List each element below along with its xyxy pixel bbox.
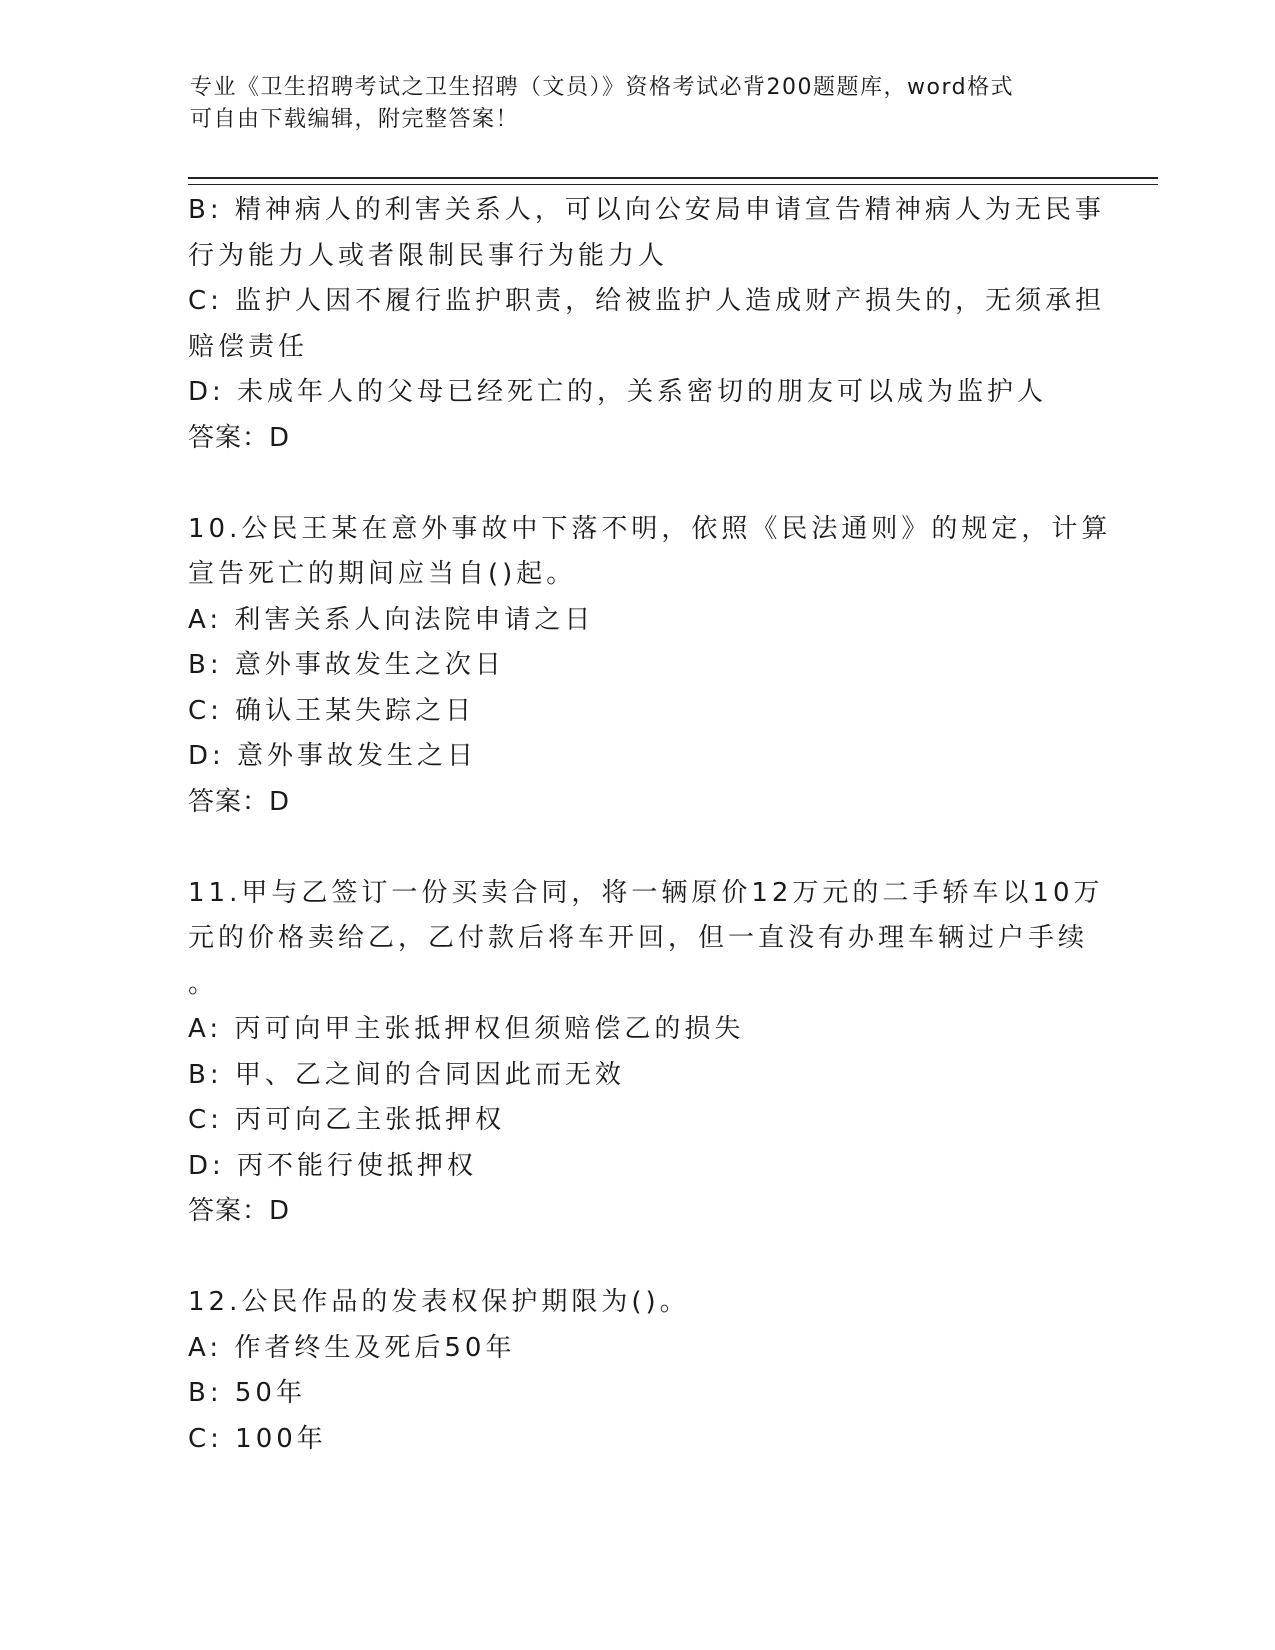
header-line-2: 可自由下载编辑，附完整答案！ bbox=[190, 107, 520, 132]
option-c: C: 100年 bbox=[188, 1423, 327, 1454]
option-b: B: 甲、乙之间的合同因此而无效 bbox=[188, 1059, 625, 1090]
spacer bbox=[188, 1235, 1088, 1281]
option-c: C: 丙可向乙主张抵押权 bbox=[188, 1105, 506, 1135]
option-c-line-1: C: 监护人因不履行监护职责，给被监护人造成财产损失的，无须承担 bbox=[188, 286, 1106, 316]
answer: 答案：D bbox=[188, 422, 291, 453]
header-line-1: 专业《卫生招聘考试之卫生招聘（文员）》资格考试必背200题题库，word格式 bbox=[190, 75, 1015, 100]
question-stem-line-2: 元的价格卖给乙，乙付款后将车开回，但一直没有办理车辆过户手续 bbox=[188, 923, 1089, 953]
question-stem-line-2: 宣告死亡的期间应当自()起。 bbox=[188, 559, 577, 589]
question-12 bbox=[188, 1280, 1088, 1462]
question-stem-line-3: 。 bbox=[188, 968, 219, 999]
option-b-line-2: 行为能力人或者限制民事行为能力人 bbox=[188, 240, 669, 271]
question-stem-line-1: 12.公民作品的发表权保护期限为()。 bbox=[188, 1287, 690, 1317]
spacer bbox=[188, 825, 1088, 871]
option-b: B: 意外事故发生之次日 bbox=[188, 650, 505, 680]
option-d: D: 意外事故发生之日 bbox=[188, 741, 478, 771]
option-b: B: 50年 bbox=[188, 1378, 306, 1408]
question-stem-line-1: 11.甲与乙签订一份买卖合同，将一辆原价12万元的二手轿车以10万 bbox=[188, 877, 1104, 908]
header-divider bbox=[188, 177, 1158, 185]
option-c: C: 确认王某失踪之日 bbox=[188, 695, 476, 726]
question-11 bbox=[188, 871, 1104, 1235]
option-d: D: 丙不能行使抵押权 bbox=[188, 1150, 478, 1181]
document-header bbox=[190, 72, 1090, 136]
question-9-options bbox=[188, 188, 1106, 461]
document-body bbox=[188, 188, 1112, 1462]
option-b-line-1: B: 精神病人的利害关系人，可以向公安局申请宣告精神病人为无民事 bbox=[188, 195, 1105, 225]
answer: 答案：D bbox=[188, 1196, 291, 1226]
option-d: D: 未成年人的父母已经死亡的，关系密切的朋友可以成为监护人 bbox=[188, 377, 1048, 407]
option-a: A: 丙可向甲主张抵押权但须赔偿乙的损失 bbox=[188, 1014, 745, 1044]
option-a: A: 利害关系人向法院申请之日 bbox=[188, 604, 595, 635]
option-a: A: 作者终生及死后50年 bbox=[188, 1332, 516, 1363]
answer: 答案：D bbox=[188, 786, 291, 817]
spacer bbox=[188, 461, 1088, 507]
question-10 bbox=[188, 507, 1112, 826]
question-stem-line-1: 10.公民王某在意外事故中下落不明，依照《民法通则》的规定，计算 bbox=[188, 513, 1112, 544]
option-c-line-2: 赔偿责任 bbox=[188, 331, 309, 362]
